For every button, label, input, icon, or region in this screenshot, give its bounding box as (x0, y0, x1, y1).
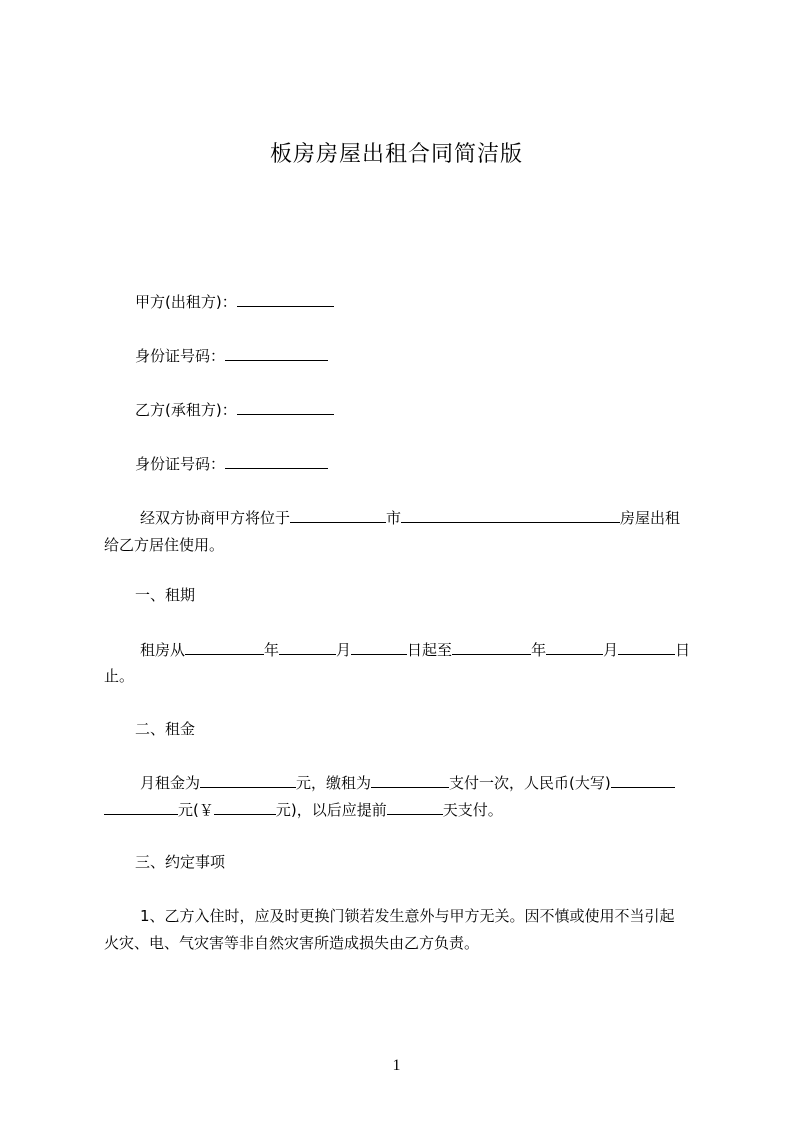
amount-words-blank-2 (104, 800, 178, 815)
rent-line-2 (104, 800, 503, 820)
section-2-heading: 二、租金 (135, 720, 196, 738)
lease-text-1: 租房从 (140, 641, 186, 659)
page-number: 1 (392, 1057, 401, 1074)
party-b-label: 乙方(承租方)： (135, 401, 237, 419)
lease-term-line-2: 止。 (104, 667, 135, 685)
party-a-label: 甲方(出租方)： (135, 293, 237, 311)
intro-text-2: 市 (386, 509, 402, 527)
payment-period-blank (371, 773, 449, 788)
id-number-b-blank (225, 454, 328, 469)
lease-text-5: 年 (531, 641, 547, 659)
lease-term-line-1 (140, 640, 690, 660)
party-a-blank (237, 292, 334, 307)
rent-text-5: 元)，以后应提前 (275, 801, 387, 819)
section-3-heading: 三、约定事项 (135, 853, 226, 871)
intro-line-2: 给乙方居住使用。 (104, 536, 225, 554)
lease-text-7: 日 (675, 641, 691, 659)
end-day-blank (618, 640, 675, 655)
rent-text-3: 支付一次，人民币(大写) (449, 774, 611, 792)
end-year-blank (452, 640, 531, 655)
end-month-blank (546, 640, 603, 655)
rent-line-1 (140, 773, 675, 793)
lease-text-4: 日起至 (407, 641, 453, 659)
lease-text-2: 年 (264, 641, 280, 659)
id-number-b-line (135, 454, 328, 474)
section-1-heading: 一、租期 (135, 586, 196, 604)
rent-text-6: 天支付。 (442, 801, 503, 819)
lease-text-3: 月 (336, 641, 352, 659)
start-month-blank (279, 640, 336, 655)
amount-number-blank (214, 800, 276, 815)
id-number-a-line (135, 346, 328, 366)
id-number-a-label: 身份证号码： (135, 347, 226, 365)
rent-text-4: 元(￥ (178, 801, 214, 819)
intro-text-1: 经双方协商甲方将位于 (140, 509, 291, 527)
document-title: 板房房屋出租合同简洁版 (269, 142, 523, 167)
intro-text-3: 房屋出租 (620, 509, 681, 527)
start-day-blank (351, 640, 407, 655)
terms-item-1-line-1: 1、乙方入住时，应及时更换门锁若发生意外与甲方无关。因不慎或使用不当引起 (140, 907, 675, 925)
party-a-line (135, 292, 334, 312)
id-number-b-label: 身份证号码： (135, 455, 226, 473)
amount-words-blank-1 (611, 773, 675, 788)
advance-days-blank (387, 800, 443, 815)
terms-item-1-line-2: 火灾、电、气灾害等非自然灾害所造成损失由乙方负责。 (104, 934, 480, 952)
intro-address-blank (401, 508, 620, 523)
lease-text-6: 月 (603, 641, 619, 659)
intro-location-blank (290, 508, 386, 523)
id-number-a-blank (225, 346, 328, 361)
monthly-rent-blank (200, 773, 296, 788)
rent-text-2: 元，缴租为 (296, 774, 372, 792)
party-b-blank (237, 400, 334, 415)
rent-text-1: 月租金为 (140, 774, 201, 792)
party-b-line (135, 400, 334, 420)
intro-line-1 (140, 508, 680, 528)
start-year-blank (185, 640, 264, 655)
